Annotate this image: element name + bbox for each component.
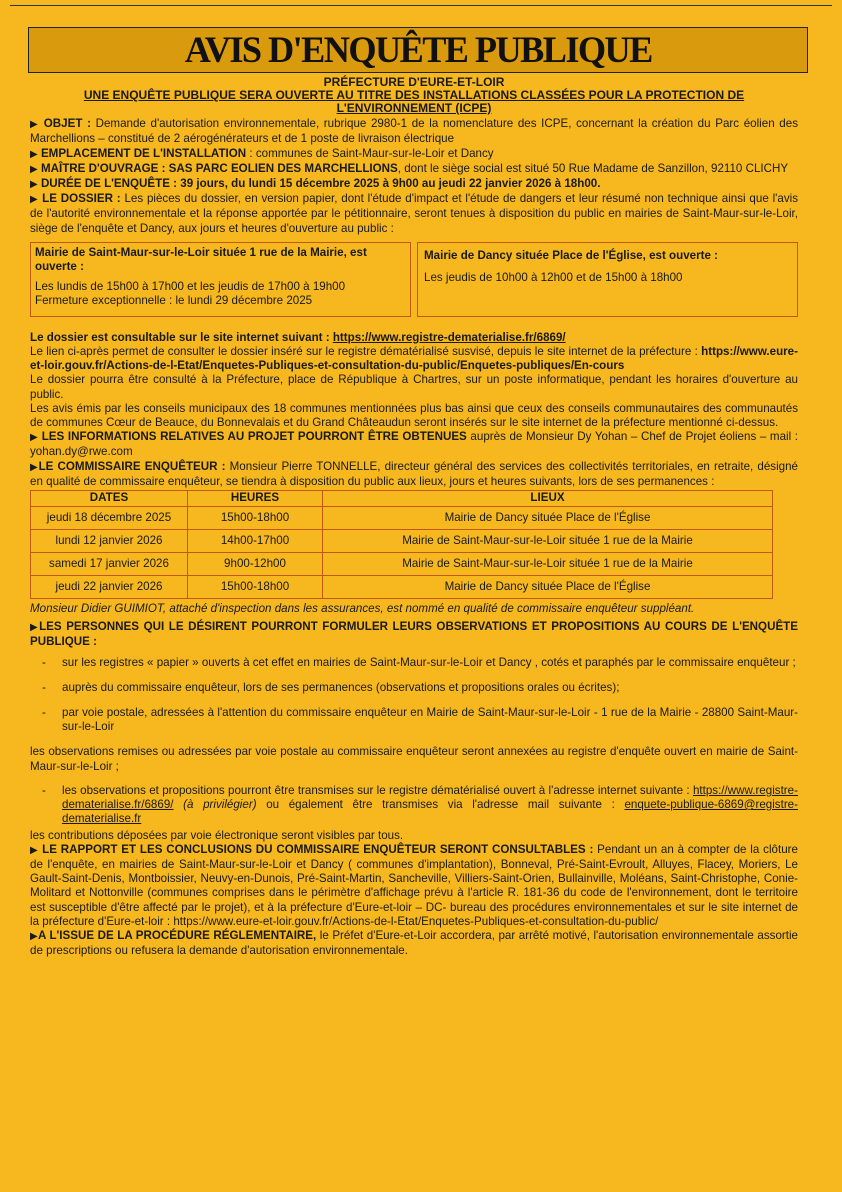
cell-lieu: Mairie de Saint-Maur-sur-le-Loir située 1 rue de la Mairie [323, 553, 773, 576]
top-border [10, 5, 832, 6]
site-link[interactable]: https://www.registre-dematerialise.fr/6869/ [332, 330, 566, 344]
arrow-icon: ▶ [30, 844, 39, 856]
prefecture-heading: PRÉFECTURE D'EURE-ET-LOIR [323, 75, 505, 89]
lien-text: Le lien ci-après permet de consulter le dossier inséré sur le registre dématérialisé susvisé, depuis le site internet de la préfecture : [30, 345, 698, 359]
notice-content [30, 74, 798, 958]
emplacement-paragraph [30, 147, 798, 162]
table-header-row [31, 491, 773, 507]
hours-box-title: Mairie de Dancy située Place de l'Église, est ouverte : [424, 248, 719, 262]
arrow-icon: ▶ [30, 148, 38, 160]
maitre-text: , dont le siège social est situé 50 Rue Madame de Sanzillon, 92110 CLICHY [397, 161, 789, 175]
prefecture-link[interactable]: https://www.eure-et-loir.gouv.fr/Actions-de-l-Etat/Enquetes-Publiques-et-consultation-du-public/Enquetes-publiques/En-cours [30, 345, 798, 373]
maitre-paragraph [30, 162, 798, 177]
avis-conseils-paragraph: Les avis émis par les conseils municipaux des 18 communes mentionnées plus bas ainsi que ceux des conseils communautaires des communautés de communes Cœur de Beauce, du Bonnevalais et du Grand Châteaudun seront insérés sur le site internet de la préfecture mentionné ci-dessus. [30, 401, 798, 430]
prefecture-consult-paragraph: Le dossier pourra être consulté à la Préfecture, place de République à Chartres, sur un poste informatique, pendant les horaires d'ouverture au public. [30, 373, 798, 401]
commissaire-label: LE COMMISSAIRE ENQUÊTEUR : [38, 459, 226, 473]
informations-label: LES INFORMATIONS RELATIVES AU PROJET POURRONT ÊTRE OBTENUES [41, 430, 467, 444]
table-row [31, 553, 773, 576]
issue-text: le Préfet d'Eure-et-Loir accordera, par arrêté motivé, l'autorisation environnementale assortie de prescriptions ou refusera la demande d'autorisation environnementale. [30, 928, 798, 958]
cell-date: lundi 12 janvier 2026 [31, 530, 188, 553]
cell-heures: 9h00-12h00 [188, 553, 323, 576]
objet-text: Demande d'autorisation environnementale, rubrique 2980-1 de la nomenclature des ICPE, concernant la création du Parc éolien des Marchellions – constitué de 2 aérogénérateurs et de 1 poste de livraison électrique [30, 117, 798, 146]
dossier-paragraph [30, 192, 798, 236]
arrow-icon: ▶ [30, 622, 40, 634]
arrow-icon: ▶ [30, 179, 38, 191]
suppleant-paragraph: Monsieur Didier GUIMIOT, attaché d'inspection dans les assurances, est nommé en qualité de commissaire enquêteur suppléant. [30, 602, 695, 616]
observations-heading [30, 620, 798, 649]
cell-lieu: Mairie de Dancy située Place de l'Église [323, 507, 773, 530]
duree-label: DURÉE DE L'ENQUÊTE : [40, 177, 178, 191]
hours-box-line: Les jeudis de 10h00 à 12h00 et de 15h00 à 18h00 [424, 271, 683, 285]
col-heures: HEURES [188, 491, 323, 507]
hours-box-title: Mairie de Saint-Maur-sur-le-Loir située 1 rue de la Mairie, est ouverte : [35, 245, 367, 274]
table-row [31, 576, 773, 599]
notice-title: AVIS D'ENQUÊTE PUBLIQUE [184, 29, 652, 71]
dossier-label: LE DOSSIER : [42, 192, 121, 206]
list-item: - auprès du commissaire enquêteur, lors de ses permanences (observations et propositions orales ou écrites); [60, 681, 798, 695]
issue-paragraph [30, 929, 798, 958]
rapport-label: LE RAPPORT ET LES CONCLUSIONS DU COMMISSAIRE ENQUÊTEUR SERONT CONSULTABLES : [42, 842, 594, 856]
electronic-mid: ou également être transmises via l'adresse mail suivante : [266, 798, 615, 812]
cell-heures: 15h00-18h00 [188, 576, 323, 599]
observations-label: LES PERSONNES QUI LE DÉSIRENT POURRONT FORMULER LEURS OBSERVATIONS ET PROPOSITIONS AU COURS DE L'ENQUÊTE PUBLIQUE : [30, 620, 798, 649]
cell-date: jeudi 22 janvier 2026 [31, 576, 188, 599]
arrow-icon: ▶ [30, 432, 39, 444]
email-link[interactable]: enquete-publique-6869@registre-dematerialise.fr [62, 798, 798, 826]
electronic-priv: (à privilégier) [183, 798, 257, 812]
permanences-table [30, 490, 773, 599]
issue-label: A L'ISSUE DE LA PROCÉDURE RÉGLEMENTAIRE, [38, 928, 317, 942]
objet-paragraph [30, 117, 798, 146]
hours-box-line: Les lundis de 15h00 à 17h00 et les jeudis de 17h00 à 19h00 [35, 280, 346, 294]
site-label: Le dossier est consultable sur le site internet suivant : [30, 330, 330, 344]
table-row [31, 507, 773, 530]
annexees-paragraph: les observations remises ou adressées par voie postale au commissaire enquêteur seront annexées au registre d'enquête ouvert en mairie de Saint-Maur-sur-le-Loir ; [30, 745, 798, 773]
intro-heading: UNE ENQUÊTE PUBLIQUE SERA OUVERTE AU TITRE DES INSTALLATIONS CLASSÉES POUR LA PROTECTION DE L'ENVIRONNEMENT (ICPE) [83, 88, 745, 116]
table-row [31, 530, 773, 553]
electronic-list [30, 784, 798, 827]
rapport-paragraph [30, 843, 798, 929]
arrow-icon: ▶ [30, 461, 39, 473]
arrow-icon: ▶ [30, 119, 40, 131]
dossier-text: Les pièces du dossier, en version papier, dont l'étude d'impact et l'étude de dangers et leur résumé non technique ainsi que l'avis de l'autorité environnementale et la réponse apportée par le pétitionnaire, seront tenues à disposition du public en mairies de Saint-Maur-sur-le-Loir, siège de l'enquête et Dancy, aux jours et heures d'ouverture au public : [30, 192, 798, 235]
maitre-name: SAS PARC EOLIEN DES MARCHELLIONS [168, 161, 398, 175]
arrow-icon: ▶ [30, 194, 39, 206]
col-dates: DATES [31, 491, 188, 507]
hours-box-saint-maur [30, 242, 411, 317]
registre-link[interactable]: https://www.registre-dematerialise.fr/6869/ [62, 783, 798, 812]
col-lieux: LIEUX [323, 491, 773, 507]
cell-lieu: Mairie de Dancy située Place de l'Église [323, 576, 773, 599]
informations-text: auprès de Monsieur Dy Yohan – Chef de Projet éoliens – mail : yohan.dy@rwe.com [30, 430, 798, 459]
hours-box-line: Fermeture exceptionnelle : le lundi 29 décembre 2025 [35, 294, 313, 308]
site-paragraph [30, 331, 798, 345]
duree-text: 39 jours, du lundi 15 décembre 2025 à 9h00 au jeudi 22 janvier 2026 à 18h00. [180, 177, 601, 191]
list-item: - sur les registres « papier » ouverts à cet effet en mairies de Saint-Maur-sur-le-Loir et Dancy , cotés et paraphés par le commissaire enquêteur ; [60, 656, 798, 670]
list-item: - par voie postale, adressées à l'attention du commissaire enquêteur en Mairie de Saint-Maur-sur-le-Loir - 1 rue de la Mairie - 28800 Saint-Maur-sur-le-Loir [60, 706, 798, 734]
title-box [28, 27, 808, 73]
arrow-icon: ▶ [30, 163, 38, 175]
visibles-paragraph: les contributions déposées par voie électronique seront visibles par tous. [30, 828, 404, 842]
hours-box-dancy [417, 242, 798, 317]
arrow-icon: ▶ [30, 930, 38, 942]
list-item [60, 784, 798, 827]
observations-list [30, 656, 798, 735]
emplacement-label: EMPLACEMENT DE L'INSTALLATION [40, 146, 247, 160]
cell-date: samedi 17 janvier 2026 [31, 553, 188, 576]
commissaire-text: Monsieur Pierre TONNELLE, directeur général des services des collectivités territoriales, en retraite, désigné en qualité de commissaire enquêteur, se tiendra à disposition du public aux lieux, jours et heures suivants, lors de ses permanences : [30, 459, 798, 488]
rapport-text: Pendant un an à compter de la clôture de l'enquête, en mairies de Saint-Maur-sur-le-Loir et Dancy ( communes d'implantation), Bonneval, Pré-Saint-Evroult, Alluyes, Flacey, Moriers, Le Gault-Saint-Denis, Montboissier, Neuvy-en-Dunois, Pré-Saint-Martin, Sancheville, Villiers-Saint-Orien, Bullainville, Moléans, Saint-Christophe, Conie-Molitard et Nottonville (communes comprises dans le périmètre d'affichage prévu à l'article R. 181-36 du code de l'environnement, dont le territoire est susceptible d'être affecté par le projet), et à la préfecture d'Eure-et-loir – DC- bureau des procédures environnementales et sur le site internet de la préfecture d'Eure-et-loir : https://www.eure-et-loir.gouv.fr/Actions-de-l-Etat/Enquetes-Publiques-et-consultation-du-public/ [30, 842, 798, 928]
objet-label: OBJET : [43, 117, 91, 131]
commissaire-paragraph [30, 460, 798, 489]
emplacement-text: : communes de Saint-Maur-sur-le-Loir et Dancy [249, 146, 494, 160]
duree-paragraph [30, 177, 798, 192]
cell-heures: 14h00-17h00 [188, 530, 323, 553]
lien-paragraph [30, 345, 798, 373]
informations-paragraph [30, 430, 798, 459]
cell-date: jeudi 18 décembre 2025 [31, 507, 188, 530]
cell-lieu: Mairie de Saint-Maur-sur-le-Loir située 1 rue de la Mairie [323, 530, 773, 553]
maitre-label: MAÎTRE D'OUVRAGE : [40, 161, 166, 175]
electronic-pre: les observations et propositions pourront être transmises sur le registre dématérialisé ouvert à l'adresse internet suivante : [62, 783, 690, 797]
opening-hours-boxes [30, 242, 798, 317]
cell-heures: 15h00-18h00 [188, 507, 323, 530]
